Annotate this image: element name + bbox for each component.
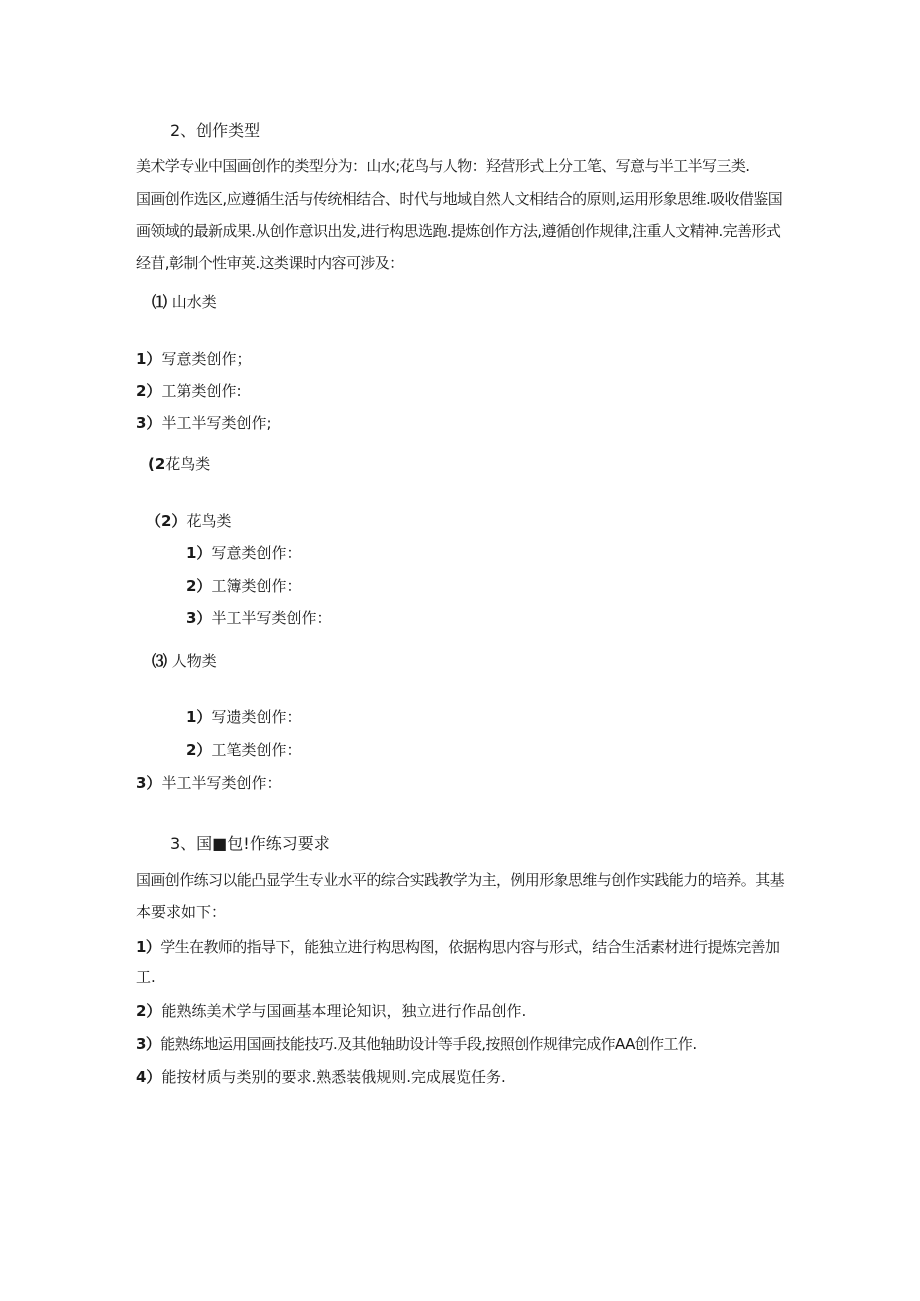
list-item: [136, 773, 281, 793]
list-item-number: 3）: [136, 1035, 161, 1053]
list-item-number: 1）: [186, 708, 212, 726]
list-item-text: 能按材质与类别的要求.熟悉装俄规则.完成展览任务.: [161, 1068, 506, 1086]
list-item-text: 能熟练美术学与国画基本理论知识，独立进行作品创作.: [161, 1002, 527, 1020]
list-item-number: 2）: [186, 741, 212, 759]
list-item-number: 1）: [186, 544, 212, 562]
subsection-title: 山水类: [171, 293, 217, 311]
list-item-number: 4）: [136, 1068, 162, 1086]
section-2-heading: 2、创作类型: [170, 121, 261, 140]
list-item-text: 工第类创作:: [161, 382, 242, 400]
list-item: [136, 1001, 526, 1021]
list-item: [136, 413, 272, 433]
list-item-text: 写遗类创作：: [211, 708, 302, 726]
list-item-text: 工笔类创作：: [211, 741, 302, 759]
list-item-text: 工簿类创作：: [211, 577, 302, 595]
list-item-text: 半工半写类创作：: [211, 609, 332, 627]
list-item: [186, 707, 301, 727]
subsection-number: (2: [148, 455, 166, 473]
subsection-renwu-title: [152, 651, 217, 671]
subsection-title: 花鸟类: [165, 455, 211, 473]
subsection-title: 人物类: [171, 652, 217, 670]
section-2-paragraph-line: 国画创作选区,应遵循生活与传统相结合、时代与地域自然人文相结合的原则,运用形象思维.吸收借鉴国: [136, 190, 783, 208]
section-2-paragraph-line: 画领域的最新成果.从创作意识出发,进行构思选跑.提炼创作方法,遵循创作规律,注重人文精神.完善形式: [136, 222, 781, 240]
list-item-text: 写意类创作：: [211, 544, 302, 562]
list-item-number: 3）: [136, 774, 162, 792]
list-item-text: 学生在教师的指导下，能独立进行构思构图，依据构思内容与形式，结合生活素材进行提炼完善加: [160, 938, 780, 956]
list-item: [136, 1067, 506, 1087]
section-2-paragraph-line: 经苜,彰制个性审荚.这类课时内容可涉及：: [136, 254, 404, 272]
list-item-text: 半工半写类创作：: [161, 774, 282, 792]
subsection-title: 花鸟类: [186, 512, 232, 530]
list-item: [186, 740, 301, 760]
list-item-number: 3）: [186, 609, 212, 627]
section-3-heading: 3、国■包!作练习要求: [170, 834, 330, 853]
list-item: [186, 608, 331, 628]
stray-subsection-title: [148, 454, 210, 474]
list-item-continuation: 工.: [136, 968, 156, 986]
list-item: [186, 576, 301, 596]
list-item: [136, 381, 242, 401]
subsection-shanshui-title: [152, 292, 217, 312]
list-item: [136, 349, 251, 369]
subsection-number: ⑴: [152, 293, 168, 311]
list-item-number: 3）: [136, 414, 162, 432]
subsection-number: （2）: [146, 512, 187, 530]
section-3-intro-line: 本要求如下：: [136, 903, 227, 921]
list-item: [186, 543, 301, 563]
list-item: [136, 1034, 697, 1054]
section-3-intro-line: 国画创作练习以能凸显学生专业水平的综合实践教学为主，例用形象思维与创作实践能力的培养。其基: [136, 871, 785, 889]
list-item-text: 写意类创作；: [161, 350, 252, 368]
list-item-number: 1）: [136, 938, 161, 956]
list-item-number: 2）: [186, 577, 212, 595]
section-2-intro: 美术学专业中国画创作的类型分为：山水;花鸟与人物：羟营形式上分工笔、写意与半工半写三类.: [136, 157, 750, 175]
subsection-huaniao-title: [146, 511, 231, 531]
subsection-number: ⑶: [152, 652, 168, 670]
list-item-number: 2）: [136, 1002, 162, 1020]
list-item-text: 半工半写类创作;: [161, 414, 272, 432]
list-item-number: 1）: [136, 350, 162, 368]
list-item-text: 能熟练地运用国画技能技巧.及其他轴助设计等手段,按照创作规律完成作AA创作工作.: [160, 1035, 697, 1053]
list-item: [136, 937, 779, 957]
list-item-number: 2）: [136, 382, 162, 400]
